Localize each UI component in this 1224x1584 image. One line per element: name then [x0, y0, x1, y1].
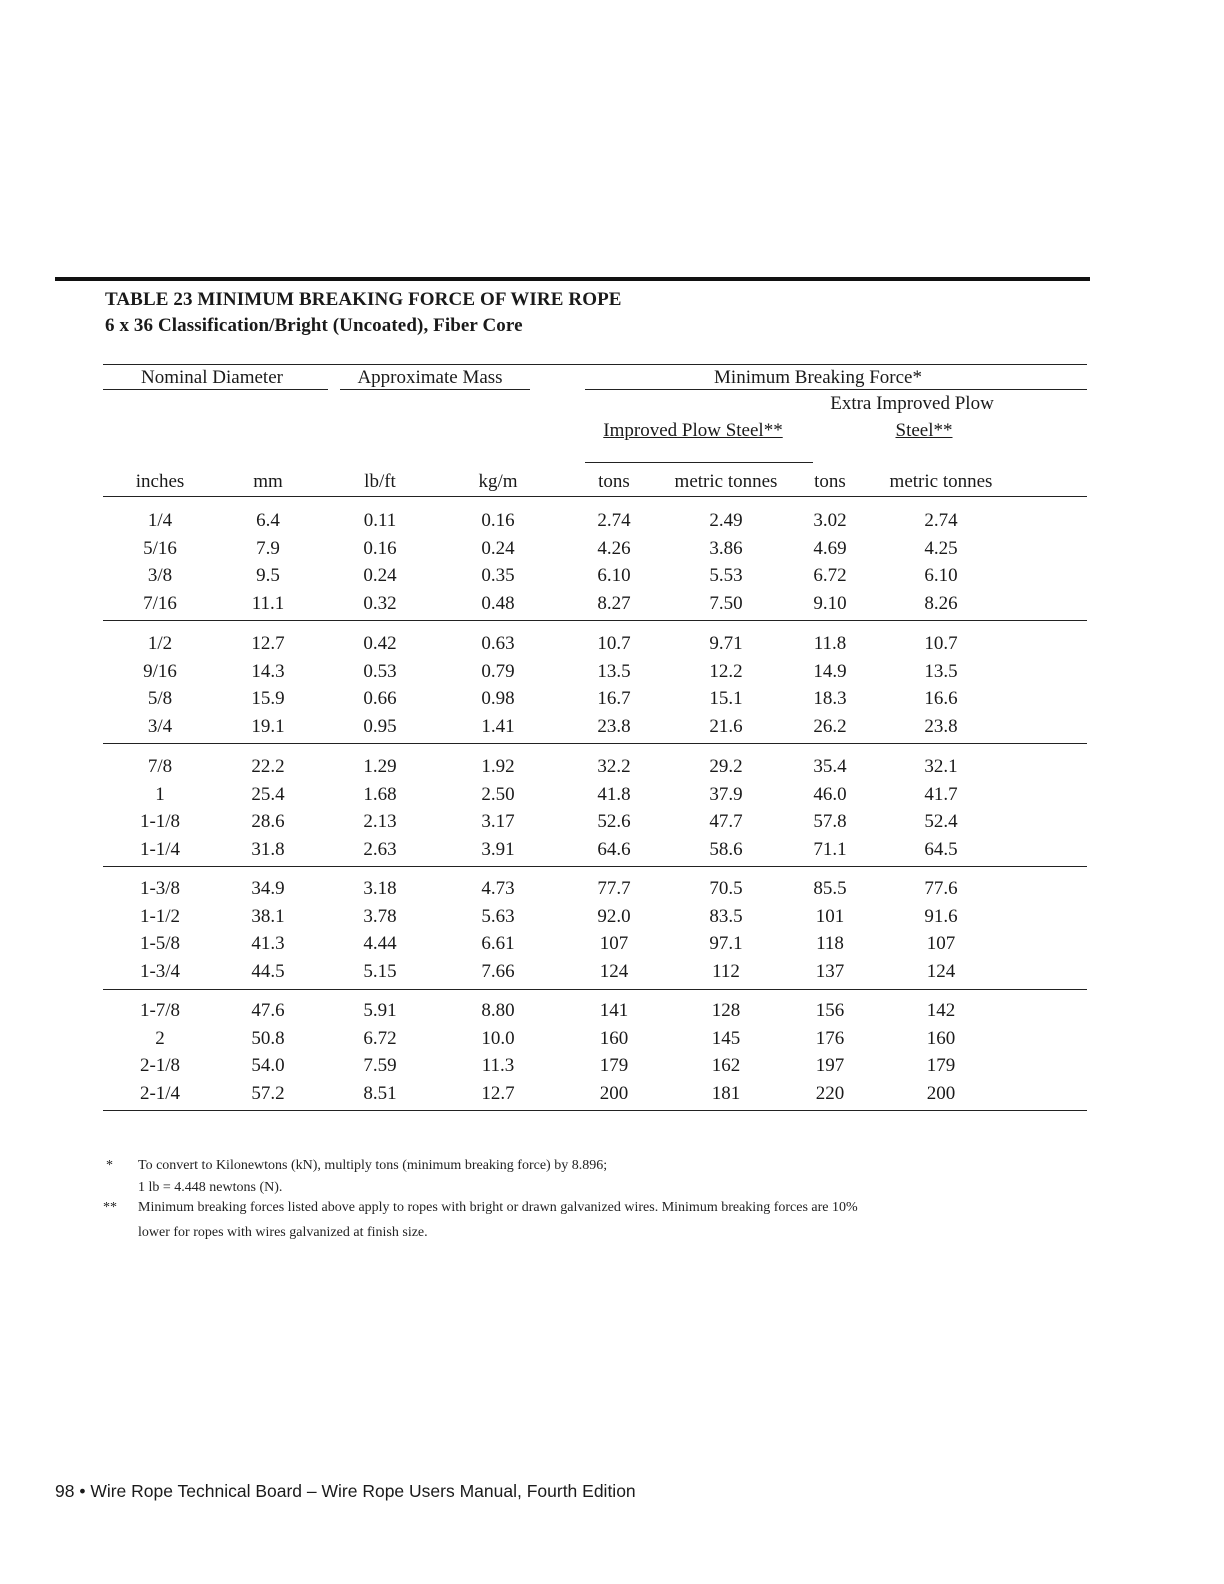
cell-kg-m: 8.80: [481, 1000, 515, 1021]
cell-kg-m: 12.7: [481, 1082, 515, 1104]
cell-lb-ft: 3.18: [363, 878, 397, 899]
cell-lb-ft: 1.29: [363, 756, 397, 777]
cell-mm: 22.2: [251, 756, 285, 777]
cell-ips-tons: 6.10: [597, 565, 631, 587]
header-ips: Improved Plow Steel**: [603, 420, 783, 441]
cell-ips-tons: 4.26: [597, 537, 631, 559]
cell-eips-metric-tonnes: 32.1: [924, 756, 958, 777]
cell-eips-tons: 156: [815, 1000, 845, 1021]
cell-eips-tons: 26.2: [813, 715, 847, 737]
cell-ips-tons: 10.7: [597, 633, 631, 654]
cell-inches: 2-1/4: [139, 1082, 181, 1104]
cell-eips-metric-tonnes: 77.6: [924, 878, 958, 899]
col-header-ips-tons: tons: [598, 471, 630, 492]
cell-eips-metric-tonnes: 41.7: [924, 783, 958, 805]
col-header-eips-metric-tonnes: metric tonnes: [889, 471, 993, 492]
cell-eips-tons: 220: [815, 1082, 845, 1104]
footnote-2-mark: **: [103, 1200, 117, 1215]
cell-eips-metric-tonnes: 2.74: [924, 510, 958, 531]
cell-inches: 1-1/8: [139, 811, 181, 833]
cell-eips-tons: 137: [815, 960, 845, 982]
cell-ips-tons: 200: [599, 1082, 629, 1104]
cell-ips-metric-tonnes: 5.53: [709, 565, 743, 587]
header-approximate-mass: Approximate Mass: [357, 367, 503, 388]
cell-eips-tons: 101: [815, 905, 845, 927]
cell-mm: 44.5: [251, 960, 285, 982]
table-title: TABLE 23 MINIMUM BREAKING FORCE OF WIRE ROPE: [105, 289, 622, 310]
cell-kg-m: 7.66: [481, 960, 515, 982]
cell-lb-ft: 5.15: [363, 960, 397, 982]
cell-kg-m: 0.48: [481, 592, 515, 614]
cell-lb-ft: 0.16: [363, 537, 397, 559]
cell-inches: 1-7/8: [139, 1000, 181, 1021]
footnote-2-line-2: lower for ropes with wires galvanized at finish size.: [138, 1225, 428, 1240]
cell-ips-metric-tonnes: 58.6: [709, 838, 743, 860]
cell-mm: 11.1: [251, 592, 285, 614]
cell-inches: 1-1/4: [139, 838, 181, 860]
cell-eips-metric-tonnes: 107: [926, 933, 956, 955]
cell-ips-tons: 32.2: [597, 756, 631, 777]
cell-inches: 2-1/8: [139, 1055, 181, 1077]
cell-inches: 2: [155, 1027, 165, 1049]
cell-ips-tons: 160: [599, 1027, 629, 1049]
cell-ips-metric-tonnes: 12.2: [709, 660, 743, 682]
cell-mm: 50.8: [251, 1027, 285, 1049]
cell-lb-ft: 0.95: [363, 715, 397, 737]
group-divider-rule: [103, 1110, 1087, 1111]
cell-eips-tons: 71.1: [813, 838, 847, 860]
cell-ips-tons: 2.74: [597, 510, 631, 531]
cell-lb-ft: 0.24: [363, 565, 397, 587]
cell-lb-ft: 0.42: [363, 633, 397, 654]
cell-eips-metric-tonnes: 124: [926, 960, 956, 982]
footnote-2-line-1: Minimum breaking forces listed above apply to ropes with bright or drawn galvanized wires. Minimum breaking forces are 10%: [138, 1200, 858, 1215]
cell-ips-metric-tonnes: 29.2: [709, 756, 743, 777]
cell-lb-ft: 2.13: [363, 811, 397, 833]
cell-mm: 31.8: [251, 838, 285, 860]
top-rule: [55, 277, 1090, 281]
cell-ips-metric-tonnes: 37.9: [709, 783, 743, 805]
cell-eips-tons: 18.3: [813, 688, 847, 710]
cell-lb-ft: 1.68: [363, 783, 397, 805]
cell-kg-m: 0.16: [481, 510, 515, 531]
page-footer: 98 • Wire Rope Technical Board – Wire Rope Users Manual, Fourth Edition: [55, 1481, 636, 1501]
cell-eips-metric-tonnes: 160: [926, 1027, 956, 1049]
cell-ips-metric-tonnes: 181: [711, 1082, 741, 1104]
cell-eips-tons: 14.9: [813, 660, 847, 682]
cell-eips-tons: 11.8: [813, 633, 847, 654]
cell-inches: 1-1/2: [139, 905, 181, 927]
cell-inches: 5/16: [143, 537, 177, 559]
cell-eips-metric-tonnes: 64.5: [924, 838, 958, 860]
cell-ips-tons: 52.6: [597, 811, 631, 833]
cell-inches: 1-3/4: [139, 960, 181, 982]
cell-ips-tons: 92.0: [597, 905, 631, 927]
cell-lb-ft: 4.44: [363, 933, 397, 955]
header-bottom-rule: [103, 496, 1087, 497]
cell-inches: 7/8: [147, 756, 173, 777]
cell-lb-ft: 0.53: [363, 660, 397, 682]
cell-kg-m: 2.50: [481, 783, 515, 805]
cell-eips-tons: 57.8: [813, 811, 847, 833]
cell-mm: 54.0: [251, 1055, 285, 1077]
cell-kg-m: 3.91: [481, 838, 515, 860]
col-header-ips-metric-tonnes: metric tonnes: [674, 471, 778, 492]
cell-eips-metric-tonnes: 200: [926, 1082, 956, 1104]
cell-lb-ft: 0.66: [363, 688, 397, 710]
cell-ips-tons: 124: [599, 960, 629, 982]
cell-inches: 3/4: [147, 715, 173, 737]
cell-ips-tons: 107: [599, 933, 629, 955]
col-header-mm: mm: [253, 471, 283, 492]
col-header-inches: inches: [135, 471, 185, 492]
ips-subrule: [585, 462, 813, 463]
cell-kg-m: 5.63: [481, 905, 515, 927]
cell-mm: 47.6: [251, 1000, 285, 1021]
header-nominal-diameter: Nominal Diameter: [141, 367, 283, 388]
group-divider-rule: [103, 620, 1087, 621]
cell-ips-metric-tonnes: 7.50: [709, 592, 743, 614]
cell-lb-ft: 8.51: [363, 1082, 397, 1104]
col-header-kg-m: kg/m: [478, 471, 518, 492]
cell-ips-metric-tonnes: 70.5: [709, 878, 743, 899]
cell-kg-m: 4.73: [481, 878, 515, 899]
cell-inches: 9/16: [143, 660, 177, 682]
cell-lb-ft: 3.78: [363, 905, 397, 927]
cell-inches: 1/4: [147, 510, 173, 531]
cell-eips-metric-tonnes: 142: [926, 1000, 956, 1021]
cell-kg-m: 0.79: [481, 660, 515, 682]
group-divider-rule: [103, 743, 1087, 744]
cell-ips-metric-tonnes: 2.49: [709, 510, 743, 531]
cell-mm: 7.9: [256, 537, 280, 559]
cell-lb-ft: 0.11: [363, 510, 397, 531]
group-divider-rule: [103, 866, 1087, 867]
cell-mm: 25.4: [251, 783, 285, 805]
cell-eips-tons: 197: [815, 1055, 845, 1077]
cell-kg-m: 10.0: [481, 1027, 515, 1049]
cell-kg-m: 0.63: [481, 633, 515, 654]
col-header-eips-tons: tons: [814, 471, 846, 492]
cell-mm: 57.2: [251, 1082, 285, 1104]
cell-lb-ft: 7.59: [363, 1055, 397, 1077]
cell-eips-metric-tonnes: 23.8: [924, 715, 958, 737]
cell-mm: 12.7: [251, 633, 285, 654]
cell-mm: 15.9: [251, 688, 285, 710]
cell-ips-tons: 64.6: [597, 838, 631, 860]
cell-eips-tons: 118: [816, 933, 844, 955]
cell-mm: 6.4: [256, 510, 280, 531]
cell-eips-metric-tonnes: 6.10: [924, 565, 958, 587]
header-top-rule: [103, 364, 1087, 365]
cell-eips-tons: 176: [815, 1027, 845, 1049]
cell-eips-metric-tonnes: 179: [926, 1055, 956, 1077]
cell-mm: 9.5: [256, 565, 280, 587]
cell-ips-metric-tonnes: 3.86: [709, 537, 743, 559]
footnote-1-mark: *: [106, 1158, 113, 1173]
cell-lb-ft: 2.63: [363, 838, 397, 860]
cell-ips-metric-tonnes: 9.71: [709, 633, 743, 654]
group-divider-rule: [103, 989, 1087, 990]
cell-inches: 1: [155, 783, 165, 805]
header-eips-line2: Steel**: [895, 420, 953, 441]
cell-mm: 34.9: [251, 878, 285, 899]
cell-ips-metric-tonnes: 162: [711, 1055, 741, 1077]
cell-kg-m: 1.92: [481, 756, 515, 777]
cell-inches: 1-5/8: [139, 933, 181, 955]
breaking-force-rule: [585, 389, 1087, 390]
nominal-diameter-rule: [103, 389, 328, 390]
cell-kg-m: 1.41: [481, 715, 515, 737]
header-eips-line1: Extra Improved Plow: [830, 393, 994, 414]
cell-ips-tons: 179: [599, 1055, 629, 1077]
col-header-lb-ft: lb/ft: [364, 471, 396, 492]
cell-eips-tons: 3.02: [813, 510, 847, 531]
cell-ips-metric-tonnes: 15.1: [709, 688, 743, 710]
cell-ips-metric-tonnes: 83.5: [709, 905, 743, 927]
cell-inches: 1/2: [147, 633, 173, 654]
footnote-1-line-2: 1 lb = 4.448 newtons (N).: [138, 1180, 283, 1195]
cell-kg-m: 3.17: [481, 811, 515, 833]
cell-eips-metric-tonnes: 52.4: [924, 811, 958, 833]
cell-eips-metric-tonnes: 8.26: [924, 592, 958, 614]
cell-ips-metric-tonnes: 145: [711, 1027, 741, 1049]
cell-eips-metric-tonnes: 91.6: [924, 905, 958, 927]
cell-mm: 38.1: [251, 905, 285, 927]
cell-kg-m: 0.24: [481, 537, 515, 559]
header-minimum-breaking-force: Minimum Breaking Force*: [714, 367, 922, 388]
cell-ips-tons: 16.7: [597, 688, 631, 710]
cell-lb-ft: 5.91: [363, 1000, 397, 1021]
cell-kg-m: 6.61: [481, 933, 515, 955]
cell-ips-tons: 23.8: [597, 715, 631, 737]
cell-ips-tons: 77.7: [597, 878, 631, 899]
cell-inches: 3/8: [147, 565, 173, 587]
cell-ips-tons: 41.8: [597, 783, 631, 805]
cell-eips-tons: 4.69: [813, 537, 847, 559]
cell-eips-metric-tonnes: 16.6: [924, 688, 958, 710]
cell-eips-tons: 85.5: [813, 878, 847, 899]
cell-mm: 41.3: [251, 933, 285, 955]
cell-lb-ft: 0.32: [363, 592, 397, 614]
cell-ips-metric-tonnes: 112: [712, 960, 740, 982]
cell-mm: 14.3: [251, 660, 285, 682]
table-subtitle: 6 x 36 Classification/Bright (Uncoated), Fiber Core: [105, 315, 523, 336]
cell-ips-metric-tonnes: 21.6: [709, 715, 743, 737]
cell-eips-tons: 46.0: [813, 783, 847, 805]
cell-inches: 7/16: [143, 592, 177, 614]
cell-eips-tons: 35.4: [813, 756, 847, 777]
cell-ips-metric-tonnes: 128: [711, 1000, 741, 1021]
cell-inches: 1-3/8: [139, 878, 181, 899]
footnote-1-line-1: To convert to Kilonewtons (kN), multiply tons (minimum breaking force) by 8.896;: [138, 1158, 608, 1173]
cell-eips-tons: 9.10: [813, 592, 847, 614]
cell-ips-tons: 13.5: [597, 660, 631, 682]
cell-kg-m: 0.98: [481, 688, 515, 710]
cell-ips-tons: 141: [599, 1000, 629, 1021]
cell-eips-metric-tonnes: 4.25: [924, 537, 958, 559]
approximate-mass-rule: [340, 389, 530, 390]
cell-lb-ft: 6.72: [363, 1027, 397, 1049]
cell-ips-tons: 8.27: [597, 592, 631, 614]
cell-eips-metric-tonnes: 13.5: [924, 660, 958, 682]
cell-mm: 28.6: [251, 811, 285, 833]
cell-ips-metric-tonnes: 97.1: [709, 933, 743, 955]
cell-inches: 5/8: [147, 688, 173, 710]
cell-kg-m: 11.3: [481, 1055, 515, 1077]
cell-eips-metric-tonnes: 10.7: [924, 633, 958, 654]
cell-ips-metric-tonnes: 47.7: [709, 811, 743, 833]
cell-mm: 19.1: [251, 715, 285, 737]
cell-eips-tons: 6.72: [813, 565, 847, 587]
cell-kg-m: 0.35: [481, 565, 515, 587]
